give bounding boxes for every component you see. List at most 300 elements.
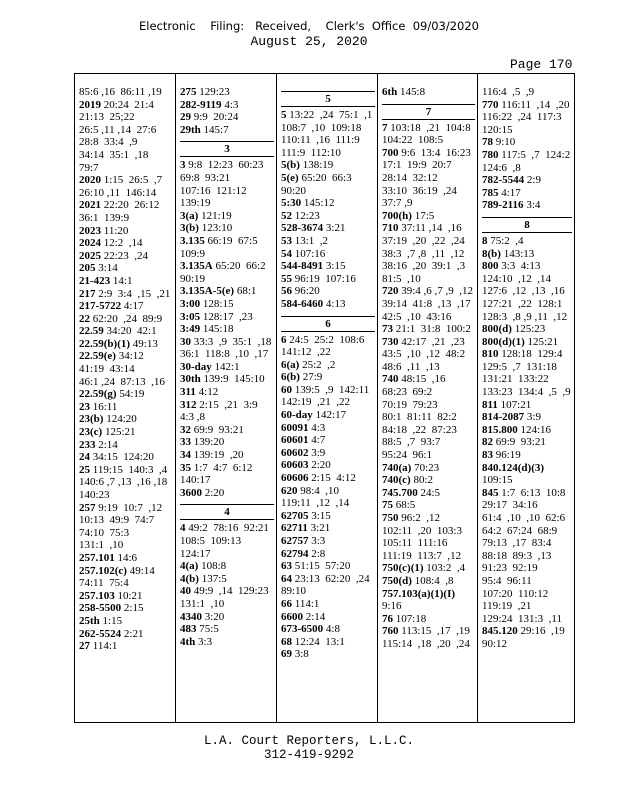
filing-stamp: Electronic Filing: Received, Clerk's Office 09/03/2020 — [138, 19, 479, 33]
page-line-refs: 9:10 — [495, 136, 516, 149]
index-entry — [79, 187, 173, 200]
index-entry — [281, 147, 375, 160]
index-entry — [79, 300, 173, 313]
index-term: 2025 — [79, 249, 101, 262]
index-entry — [482, 499, 572, 512]
index-entry — [180, 585, 274, 598]
index-column-4 — [378, 74, 477, 722]
page-line-refs: 69:9 93:21 — [495, 436, 546, 449]
page-line-refs: 26:5 ,11 ,14 27:6 — [79, 123, 157, 136]
index-entry — [382, 222, 475, 235]
index-term: 217 — [79, 287, 96, 300]
page-line-refs: 140:6 ,7 ,13 ,16 ,18 — [79, 476, 168, 489]
page-line-refs: 65:20 66:3 — [301, 171, 352, 184]
page-line-refs: 10:13 49:9 74:7 — [79, 514, 155, 527]
index-entry — [180, 598, 274, 611]
page-line-refs: 119:15 140:3 ,4 — [92, 463, 168, 476]
page-line-refs: 124:16 — [520, 423, 552, 436]
section-heading: 3 — [180, 141, 274, 157]
page-line-refs: 108:5 109:13 — [180, 535, 242, 547]
index-entry — [482, 136, 572, 149]
page-line-refs: 39:4 ,6 ,7 ,9 ,12 — [401, 285, 474, 298]
index-entry — [281, 222, 375, 235]
index-entry — [180, 611, 274, 624]
page-number: Page 170 — [510, 57, 573, 72]
page-line-refs: 108:7 ,10 109:18 — [281, 121, 362, 134]
page-line-refs: 103:18 ,21 104:8 — [390, 121, 471, 134]
index-entry — [482, 613, 572, 626]
index-term: 60-day — [281, 409, 313, 422]
index-entry — [79, 401, 173, 414]
index-entry — [482, 187, 572, 200]
index-entry — [482, 273, 572, 286]
page-line-refs: 9:8 12:23 60:23 — [188, 159, 264, 172]
page-line-refs: 140:17 — [180, 474, 211, 487]
page-line-refs: 2:8 — [311, 547, 326, 560]
page-line-refs: 2:20 — [204, 486, 225, 499]
index-term: 83 — [482, 449, 493, 462]
index-term: 21-423 — [79, 274, 111, 287]
index-term: 64 — [281, 572, 292, 585]
index-term: 3:49 — [180, 323, 201, 336]
page-line-refs: 107:21 — [500, 398, 532, 411]
index-entry — [482, 373, 572, 386]
page-line-refs: 69:8 93:21 — [180, 171, 231, 184]
index-entry — [180, 99, 274, 112]
index-entry — [382, 273, 475, 286]
index-entry — [79, 111, 173, 124]
index-entry — [482, 149, 572, 162]
index-entry — [482, 285, 572, 298]
page-line-refs: 13:1 ,2 — [294, 234, 329, 247]
page-line-refs: 129:23 — [199, 86, 230, 98]
page-line-refs: 142:1 — [214, 360, 240, 373]
index-entry — [180, 361, 274, 374]
index-entry — [482, 162, 572, 175]
index-term: 544-8491 — [281, 260, 324, 273]
index-entry — [79, 640, 173, 653]
page-line-refs: 22:20 26:12 — [103, 199, 160, 212]
page-line-refs: 49:13 — [132, 337, 158, 350]
page-line-refs: 42:5 ,10 43:16 — [382, 310, 452, 323]
index-term: 262-5524 — [79, 627, 122, 640]
page-line-refs: 3:3 4:13 — [501, 260, 541, 273]
index-entry — [281, 459, 375, 472]
index-entry — [281, 384, 375, 397]
page-line-refs: 3:15 — [311, 509, 331, 522]
page-line-refs: 17:5 — [414, 209, 435, 222]
index-entry — [382, 449, 475, 462]
page-line-refs: 137:5 — [201, 572, 227, 585]
page-line-refs: 4:13 — [325, 297, 346, 310]
page-line-refs: 21:13 25;22 — [79, 111, 135, 124]
index-entry — [180, 172, 274, 185]
page-line-refs: 37:19 ,20 ,22 ,24 — [382, 234, 465, 247]
index-entry — [79, 628, 173, 641]
index-entry — [482, 474, 572, 487]
index-term: 25th — [79, 614, 100, 627]
index-entry — [281, 359, 375, 372]
page-line-refs: 120:15 — [482, 123, 513, 136]
index-entry — [180, 185, 274, 198]
index-term: 8(b) — [482, 247, 501, 260]
page-line-refs: 81:5 ,10 — [382, 272, 421, 285]
index-term: 3:05 — [180, 310, 201, 323]
page-line-refs: 24:5 — [420, 486, 441, 499]
index-entry — [482, 248, 572, 261]
page-line-refs: 9:6 13:4 16:23 — [401, 146, 471, 159]
index-frame — [74, 73, 575, 723]
index-term: 782-5544 — [482, 174, 525, 187]
index-term: 8 — [482, 234, 488, 247]
page-line-refs: 131:1 ,10 — [79, 539, 124, 552]
index-entry — [382, 575, 475, 588]
index-term: 845.120 — [482, 625, 518, 638]
page-line-refs: 102:11 ,20 103:3 — [382, 524, 462, 537]
page-line-refs: 64:2 67:24 68:9 — [482, 524, 558, 537]
index-entry — [281, 472, 375, 485]
index-entry — [281, 260, 375, 273]
page-line-refs: 116:4 ,5 ,9 — [482, 86, 535, 98]
index-entry — [79, 350, 173, 363]
page-line-refs: 145:8 — [400, 86, 426, 98]
page-line-refs: 4:3 — [224, 98, 239, 111]
index-entry — [79, 376, 173, 389]
index-entry — [180, 411, 274, 424]
index-entry — [482, 311, 572, 324]
page-line-refs: 1:15 — [102, 614, 123, 627]
index-term: 6(b) — [281, 371, 300, 384]
index-entry — [482, 462, 572, 475]
index-entry — [79, 162, 173, 175]
page-line-refs: 115:14 ,18 ,20 ,24 — [382, 637, 470, 650]
page-line-refs: 26:10 ,11 146:14 — [79, 186, 157, 199]
index-entry — [482, 625, 572, 638]
page-line-refs: 12:2 ,14 — [103, 237, 143, 250]
index-entry — [281, 159, 375, 172]
index-term: 22.59 — [79, 325, 104, 338]
index-term: 2024 — [79, 237, 101, 250]
page-line-refs: 128:18 129:4 — [501, 348, 563, 361]
index-entry — [281, 210, 375, 223]
page-line-refs: 138:19 — [302, 159, 334, 172]
index-term: 5:30 — [281, 197, 302, 210]
index-term: 32 — [180, 423, 191, 436]
index-term: 62705 — [281, 509, 309, 522]
index-entry — [482, 399, 572, 412]
page-line-refs: 103:2 ,4 — [426, 562, 466, 575]
index-entry — [79, 426, 173, 439]
page-line-refs: 75:2 ,4 — [490, 234, 524, 247]
index-entry — [79, 124, 173, 137]
index-term: 60 — [281, 383, 292, 396]
page-line-refs: 2:15 — [123, 602, 144, 615]
index-entry — [281, 134, 375, 147]
index-entry — [382, 134, 475, 147]
page-line-refs: 3:14 — [98, 262, 118, 275]
index-term: 60602 — [281, 446, 309, 459]
page-line-refs: 49:2 78:16 92:21 — [188, 522, 269, 535]
index-term: 3.135A — [180, 260, 213, 273]
index-term: 55 — [281, 272, 292, 285]
page-line-refs: 104:22 108:5 — [382, 134, 444, 147]
reporter-name: L.A. Court Reporters, L.L.C. — [203, 734, 415, 748]
index-entry — [482, 348, 572, 361]
index-entry — [79, 590, 173, 603]
index-entry — [382, 323, 475, 336]
page-line-refs: 80:1 81:11 82:2 — [382, 411, 457, 424]
page-line-refs: 3:9 — [526, 411, 541, 424]
index-term: 815.800 — [482, 423, 518, 436]
index-term: 730 — [382, 335, 399, 348]
page-line-refs: 29:16 ,19 — [520, 625, 565, 638]
page-line-refs: 41:19 43:14 — [79, 363, 135, 376]
index-entry — [482, 550, 572, 563]
page-line-refs: 90:19 — [180, 272, 206, 285]
index-term: 311 — [180, 386, 196, 399]
index-term: 528-3674 — [281, 222, 324, 235]
page-line-refs: 48:6 ,11 ,13 — [382, 360, 440, 373]
index-entry — [180, 323, 274, 336]
index-entry — [382, 210, 475, 223]
page-line-refs: 107:18 — [395, 612, 427, 625]
index-term: 4340 — [180, 610, 202, 623]
index-term: 62711 — [281, 522, 308, 535]
page-line-refs: 116:11 ,14 ,20 — [501, 98, 570, 111]
page-line-refs: 14:6 — [117, 551, 138, 564]
page-line-refs: 34:20 42:1 — [106, 325, 157, 338]
index-term: 66 — [281, 597, 292, 610]
index-entry — [180, 399, 274, 412]
index-term: 740(a) — [382, 461, 412, 474]
page-line-refs: 117:5 ,7 124:2 — [501, 148, 571, 161]
page-line-refs: 28:14 32:12 — [382, 171, 438, 184]
page-line-refs: 108:4 ,8 — [414, 574, 454, 587]
index-entry — [281, 434, 375, 447]
index-term: 5 — [281, 109, 287, 121]
index-entry — [281, 623, 375, 636]
page-line-refs: 3:9 — [311, 446, 326, 459]
index-entry — [281, 248, 375, 261]
index-entry — [482, 124, 572, 137]
index-term: 750(c)(1) — [382, 562, 424, 575]
index-term: 22.59(b)(1) — [79, 337, 131, 350]
index-term: 27 — [79, 640, 90, 653]
index-entry — [482, 361, 572, 374]
index-entry — [79, 338, 173, 351]
index-entry — [382, 613, 475, 626]
index-entry — [79, 86, 173, 99]
index-entry — [382, 248, 475, 261]
index-term: 312 — [180, 398, 197, 411]
index-entry — [180, 474, 274, 487]
index-term: 68 — [281, 635, 292, 648]
page-line-refs: 145:7 — [203, 123, 229, 136]
index-term: 6600 — [281, 610, 303, 623]
index-entry — [180, 298, 274, 311]
index-entry — [482, 487, 572, 500]
index-entry — [482, 588, 572, 601]
index-term: 3:00 — [180, 297, 201, 310]
page-line-refs: 43:5 ,10 ,12 48:2 — [382, 348, 466, 361]
page-line-refs: 61:4 ,10 ,10 62:6 — [482, 512, 566, 524]
page-line-refs: 4:7 — [311, 434, 326, 447]
page-line-refs: 91:23 92:19 — [482, 562, 538, 575]
index-entry — [180, 548, 274, 561]
index-term: 217-5722 — [79, 300, 122, 313]
index-entry — [382, 525, 475, 538]
index-term: 73 — [382, 323, 393, 336]
page-line-refs: 2:21 — [123, 627, 144, 640]
page-line-refs: 1:15 26:5 ,7 — [103, 174, 163, 187]
page-line-refs: 3:8 — [294, 648, 309, 661]
index-entry — [382, 348, 475, 361]
page-line-refs: 113:15 ,17 ,19 — [401, 625, 470, 638]
index-term: 23 — [79, 400, 90, 413]
index-term: 2023 — [79, 224, 101, 237]
page-line-refs: 123:10 — [201, 222, 233, 235]
index-term: 56 — [281, 285, 292, 298]
index-entry — [180, 197, 274, 210]
index-term: 845 — [482, 486, 499, 499]
page-line-refs: 68:5 — [395, 499, 416, 512]
index-entry — [482, 424, 572, 437]
page-line-refs: 68:23 69:2 — [382, 386, 433, 399]
index-entry — [180, 636, 274, 649]
index-term: 75 — [382, 499, 393, 512]
index-entry — [382, 474, 475, 487]
index-term: 800(d)(1) — [482, 335, 525, 348]
page-line-refs: 124:6 ,8 — [482, 161, 521, 174]
page-line-refs: 4:17 — [501, 186, 521, 199]
page-line-refs: 4:3 — [311, 421, 326, 434]
index-term: 700(h) — [382, 209, 412, 222]
index-entry — [180, 336, 274, 349]
index-entry — [79, 288, 173, 301]
index-term: 63 — [281, 560, 292, 573]
index-entry — [482, 86, 572, 99]
index-entry — [382, 285, 475, 298]
index-entry — [281, 636, 375, 649]
index-entry — [180, 436, 274, 449]
page-line-refs: 38:16 ,20 39:1 ,3 — [382, 260, 466, 273]
index-entry — [382, 424, 475, 437]
page-line-refs: 49:14 — [129, 564, 155, 577]
index-term: 23(c) — [79, 426, 103, 439]
page-line-refs: 128:15 — [202, 297, 234, 310]
index-term: 22.59(g) — [79, 388, 117, 401]
index-entry — [180, 462, 274, 475]
index-entry — [79, 489, 173, 502]
page-line-refs: 3:15 — [325, 260, 346, 273]
index-entry — [281, 611, 375, 624]
index-entry — [281, 273, 375, 286]
index-entry — [281, 598, 375, 611]
index-term: 35 — [180, 461, 191, 474]
index-entry — [281, 648, 375, 661]
index-entry — [79, 262, 173, 275]
page-line-refs: 129:5 ,7 131:18 — [482, 360, 557, 373]
index-entry — [79, 275, 173, 288]
index-entry — [382, 86, 475, 99]
index-entry — [382, 298, 475, 311]
index-entry — [482, 436, 572, 449]
index-term: 53 — [281, 234, 292, 247]
index-term: 22.59(e) — [79, 350, 116, 363]
index-entry — [79, 502, 173, 515]
index-term: 62794 — [281, 547, 309, 560]
index-term: 69 — [281, 648, 292, 661]
page-line-refs: 4:3 ,8 — [180, 411, 206, 424]
index-term: 22 — [79, 312, 90, 325]
index-entry — [79, 237, 173, 250]
index-term: 60606 — [281, 472, 309, 485]
index-term: 2021 — [79, 199, 101, 212]
index-entry — [482, 525, 572, 538]
index-entry — [281, 522, 375, 535]
page-line-refs: 88:18 89:3 ,13 — [482, 549, 552, 562]
page-line-refs: 9:19 10:7 ,12 — [98, 501, 163, 514]
page-line-refs: 12:23 — [294, 209, 320, 222]
index-entry — [281, 497, 375, 510]
page-line-refs: 70:23 — [414, 461, 440, 474]
index-entry — [180, 535, 274, 548]
index-entry — [482, 411, 572, 424]
page-line-refs: 131:21 133:22 — [482, 373, 549, 386]
index-entry — [382, 235, 475, 248]
index-entry — [79, 413, 173, 426]
index-entry — [382, 550, 475, 563]
index-term: 34 — [180, 449, 191, 462]
section-heading: 7 — [382, 104, 475, 120]
index-entry — [382, 336, 475, 349]
page-line-refs: 3:3 — [311, 535, 326, 547]
page-line-refs: 124:17 — [180, 547, 211, 560]
reporter-phone: 312-419-9292 — [263, 748, 354, 762]
page-line-refs: 145:12 — [303, 197, 335, 210]
index-entry — [482, 638, 572, 651]
page-line-refs: 74:11 75:4 — [79, 577, 129, 590]
index-entry — [180, 386, 274, 399]
index-entry — [482, 199, 572, 212]
index-term: 800 — [482, 260, 499, 273]
index-entry — [180, 124, 274, 137]
index-term: 3 — [180, 159, 186, 172]
index-entry — [281, 122, 375, 135]
index-term: 3600 — [180, 486, 202, 499]
page-line-refs: 79:7 — [79, 161, 99, 174]
page-line-refs: 90:12 — [482, 637, 508, 650]
index-entry — [382, 185, 475, 198]
index-term: 33 — [180, 436, 191, 449]
index-term: 257 — [79, 501, 96, 514]
index-entry — [281, 409, 375, 422]
page-line-refs: 33:10 36:19 ,24 — [382, 184, 457, 197]
page-line-refs: 37:7 ,9 — [382, 197, 413, 210]
index-entry — [382, 512, 475, 525]
page-line-refs: 109:15 — [482, 474, 513, 487]
index-entry — [382, 260, 475, 273]
page-line-refs: 4:12 — [198, 386, 219, 399]
index-entry — [180, 86, 274, 99]
index-term: 745.700 — [382, 486, 418, 499]
index-entry — [180, 522, 274, 535]
index-entry — [382, 373, 475, 386]
index-entry — [482, 99, 572, 112]
index-term: 282-9119 — [180, 98, 222, 111]
index-term: 3.135 — [180, 234, 205, 247]
index-entry — [281, 422, 375, 435]
